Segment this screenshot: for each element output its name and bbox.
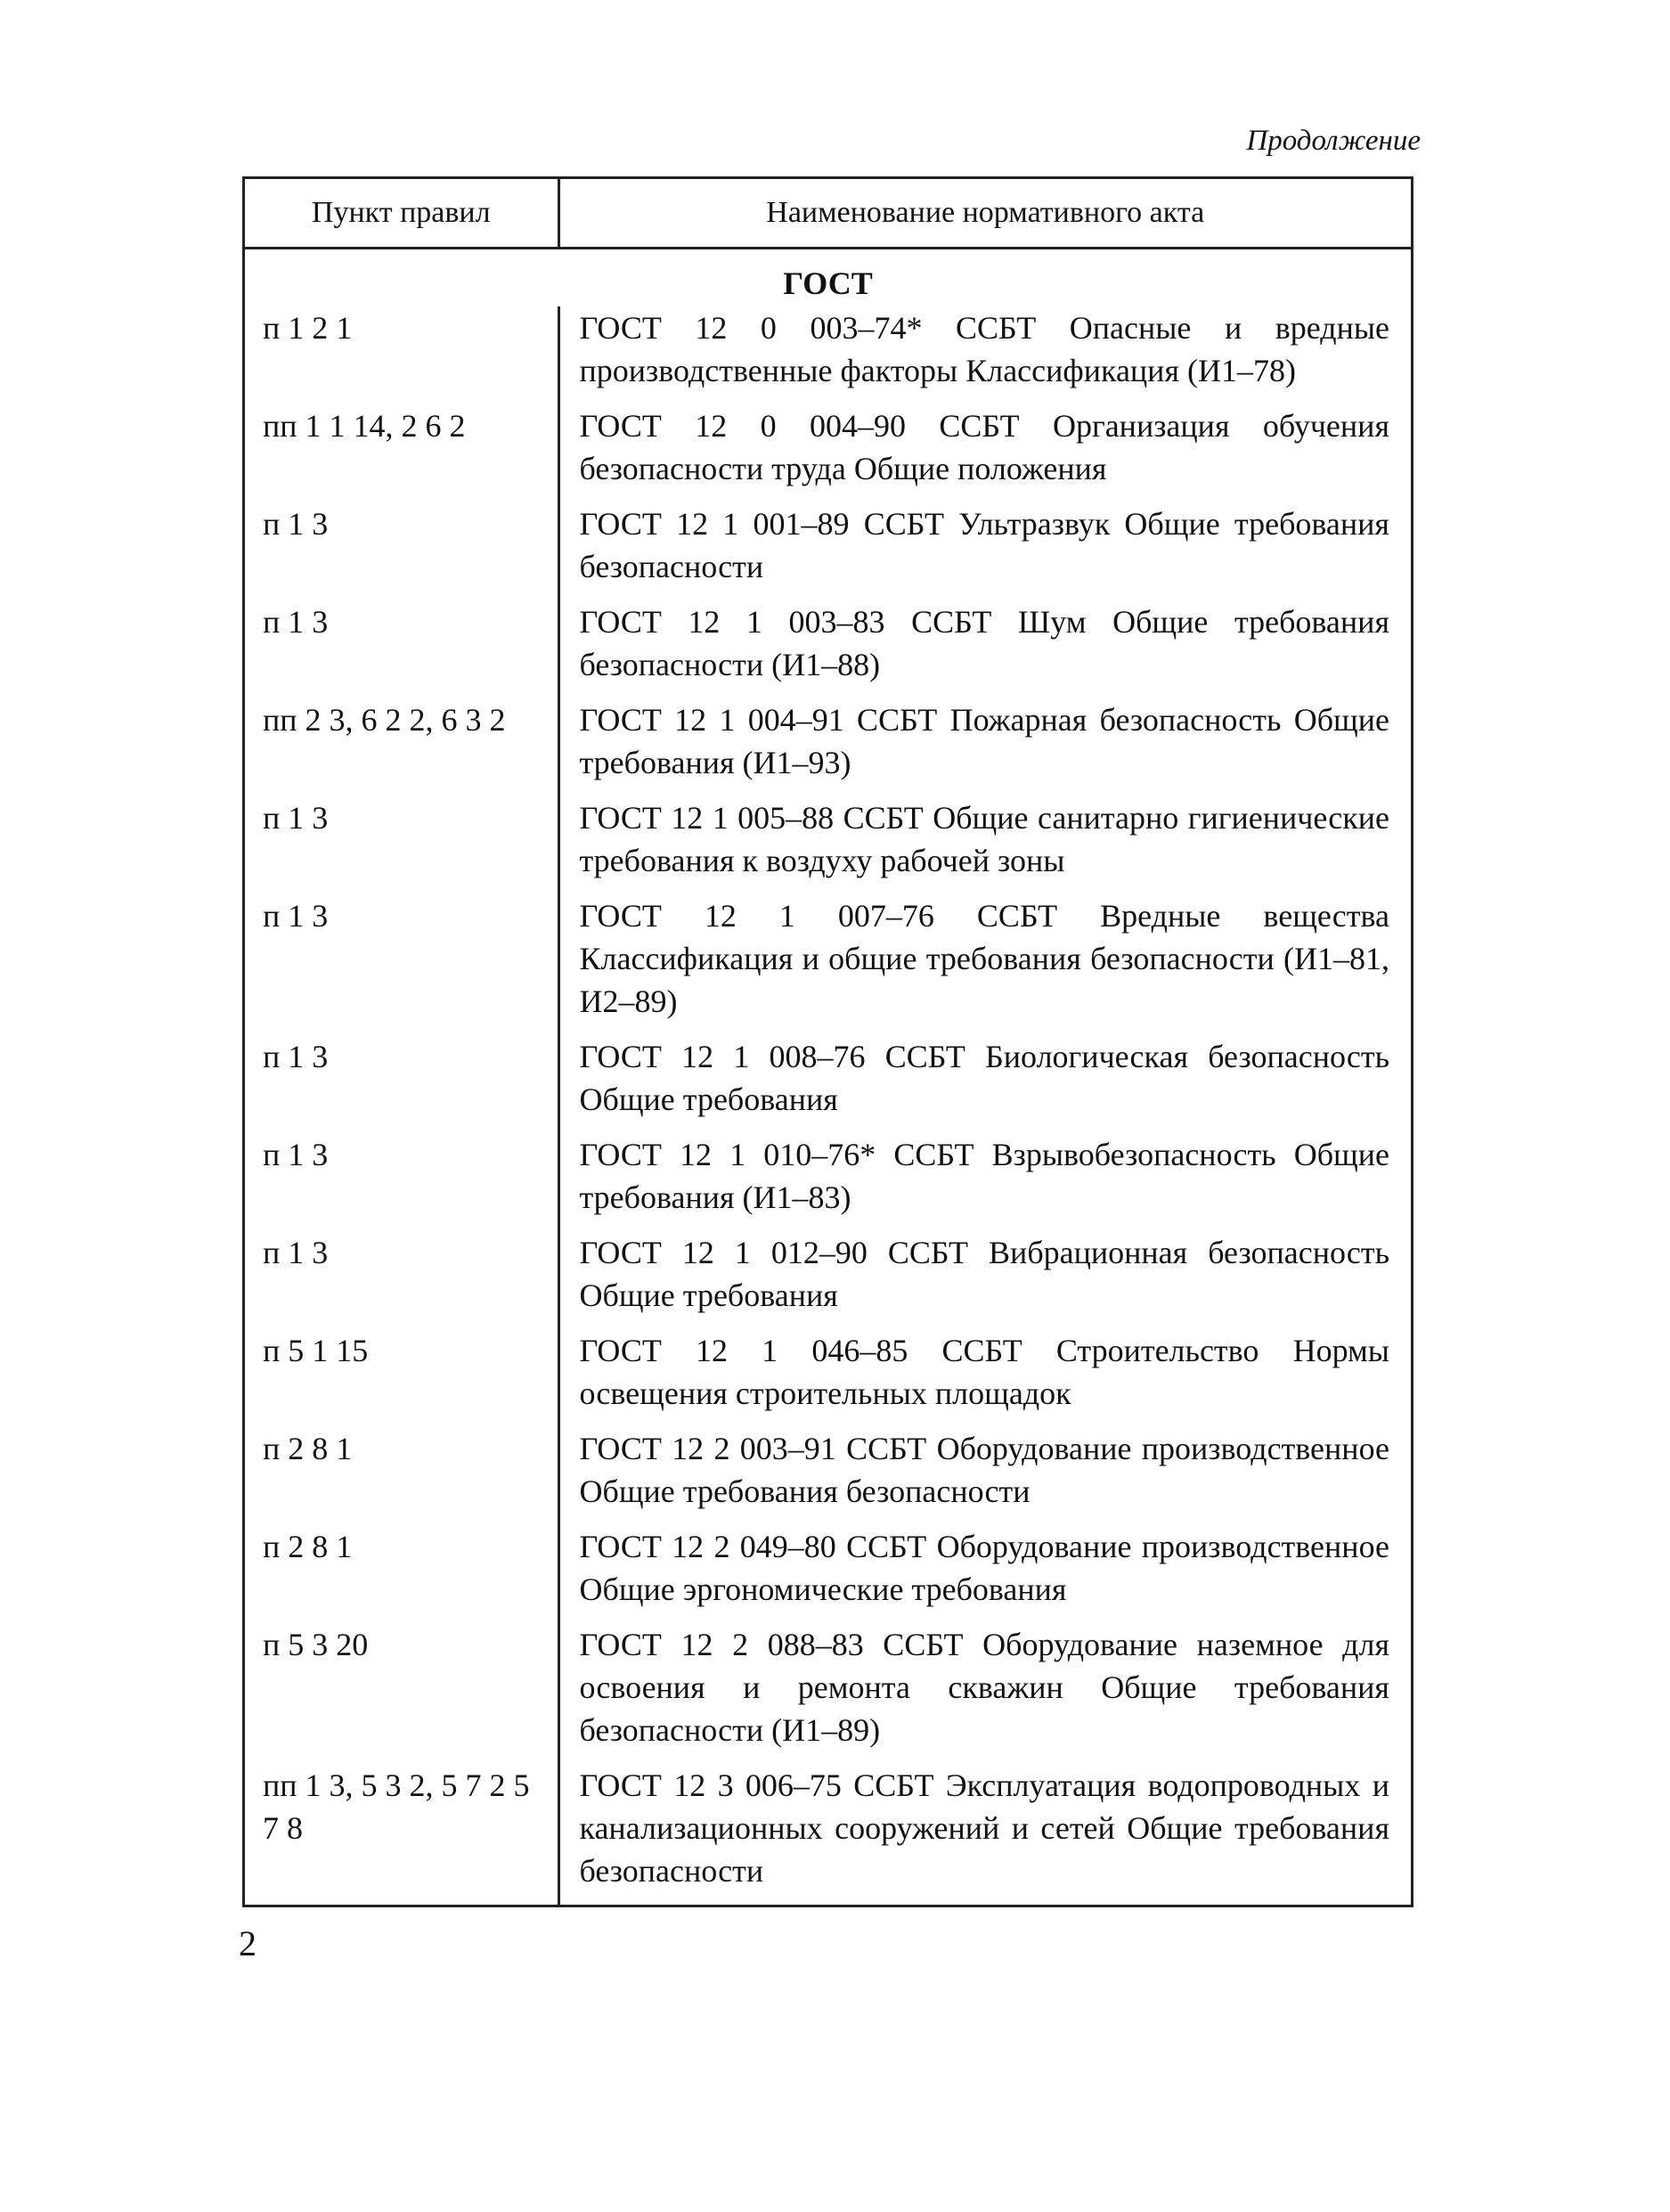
table-row — [245, 1231, 1411, 1329]
clause-cell: пп 2 3, 6 2 2, 6 3 2 — [245, 698, 558, 796]
clause-cell: п 1 3 — [245, 796, 558, 894]
table-row — [245, 1525, 1411, 1623]
clause-cell: п 2 8 1 — [245, 1525, 558, 1623]
clause-cell: п 5 3 20 — [245, 1623, 558, 1764]
act-name-cell: ГОСТ 12 2 049–80 ССБТ Оборудование производственное Общие эргономические требования — [579, 1529, 1389, 1607]
table-row — [245, 698, 1411, 796]
clause-cell: п 1 3 — [245, 894, 558, 1035]
continuation-label: Продолжение — [1246, 125, 1421, 157]
clause-cell: п 1 3 — [245, 502, 558, 600]
table-row — [245, 600, 1411, 698]
act-name-cell: ГОСТ 12 2 003–91 ССБТ Оборудование производственное Общие требования безопасности — [579, 1431, 1389, 1509]
act-name-cell: ГОСТ 12 1 010–76* ССБТ Взрывобезопасность Общие требования (И1–83) — [579, 1137, 1389, 1215]
table-row — [245, 502, 1411, 600]
regulations-table — [242, 176, 1413, 1907]
table-row — [245, 894, 1411, 1035]
section-heading: ГОСТ — [783, 265, 873, 301]
table-row — [245, 306, 1411, 404]
table-row — [245, 1133, 1411, 1231]
act-name-cell: ГОСТ 12 1 008–76 ССБТ Биологическая безопасность Общие требования — [579, 1039, 1389, 1117]
table-row — [245, 1329, 1411, 1427]
act-name-cell: ГОСТ 12 3 006–75 ССБТ Эксплуатация водопроводных и канализационных сооружений и сетей Общие требования безопасности — [579, 1767, 1389, 1889]
table-row — [245, 404, 1411, 502]
table-row — [245, 1427, 1411, 1525]
clause-cell: п 2 8 1 — [245, 1427, 558, 1525]
act-name-cell: ГОСТ 12 1 004–91 ССБТ Пожарная безопасность Общие требования (И1–93) — [579, 702, 1389, 780]
table-row — [245, 1764, 1411, 1905]
page-number: 2 — [239, 1923, 257, 1963]
act-name-cell: ГОСТ 12 0 003–74* ССБТ Опасные и вредные производственные факторы Классификация (И1–78) — [579, 310, 1389, 388]
act-name-cell: ГОСТ 12 0 004–90 ССБТ Организация обучения безопасности труда Общие положения — [579, 408, 1389, 486]
act-name-cell: ГОСТ 12 1 046–85 ССБТ Строительство Нормы освещения строительных площадок — [579, 1333, 1389, 1411]
act-name-cell: ГОСТ 12 2 088–83 ССБТ Оборудование наземное для освоения и ремонта скважин Общие требования безопасности (И1–89) — [579, 1627, 1389, 1748]
act-name-cell: ГОСТ 12 1 005–88 ССБТ Общие санитарно гигиенические требования к воздуху рабочей зоны — [579, 800, 1389, 878]
clause-cell: пп 1 3, 5 3 2, 5 7 2 5 7 8 — [245, 1764, 558, 1905]
clause-cell: п 5 1 15 — [245, 1329, 558, 1427]
act-name-cell: ГОСТ 12 1 007–76 ССБТ Вредные вещества Классификация и общие требования безопасности (И1–81, И2–89) — [579, 898, 1389, 1019]
clause-cell: п 1 3 — [245, 1231, 558, 1329]
clause-cell: п 1 3 — [245, 1035, 558, 1133]
table-row — [245, 1623, 1411, 1764]
clause-cell: п 1 3 — [245, 600, 558, 698]
header-act-name: Наименование нормативного акта — [558, 179, 1411, 249]
table-row — [245, 796, 1411, 894]
table-row — [245, 1035, 1411, 1133]
clause-cell: п 1 2 1 — [245, 306, 558, 404]
clause-cell: п 1 3 — [245, 1133, 558, 1231]
act-name-cell: ГОСТ 12 1 001–89 ССБТ Ультразвук Общие требования безопасности — [579, 506, 1389, 584]
act-name-cell: ГОСТ 12 1 003–83 ССБТ Шум Общие требования безопасности (И1–88) — [579, 604, 1389, 682]
header-clause: Пункт правил — [245, 179, 558, 249]
act-name-cell: ГОСТ 12 1 012–90 ССБТ Вибрационная безопасность Общие требования — [579, 1235, 1389, 1313]
clause-cell: пп 1 1 14, 2 6 2 — [245, 404, 558, 502]
